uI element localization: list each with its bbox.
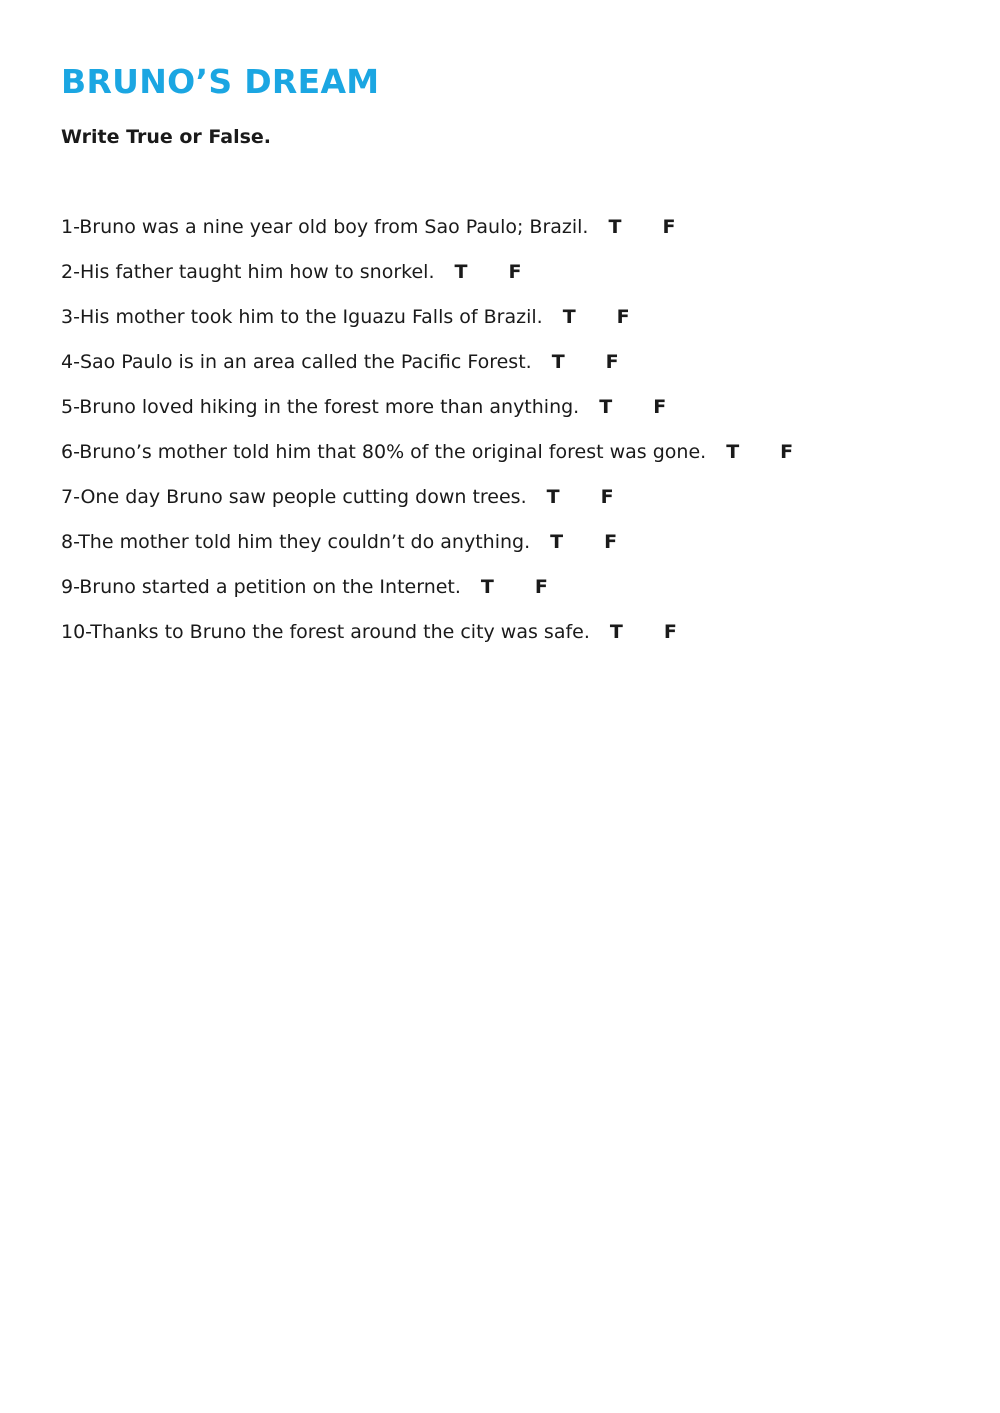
- question-item: [61, 483, 793, 528]
- question-item: [61, 618, 793, 663]
- true-option[interactable]: T: [562, 306, 576, 328]
- false-option[interactable]: F: [604, 531, 618, 553]
- question-item: [61, 348, 793, 393]
- question-item: [61, 528, 793, 573]
- question-text: 8-The mother told him they couldn’t do anything.: [61, 531, 531, 553]
- true-option[interactable]: T: [454, 261, 468, 283]
- true-option[interactable]: T: [609, 621, 623, 643]
- question-item: [61, 258, 793, 303]
- question-item: [61, 438, 793, 483]
- false-option[interactable]: F: [508, 261, 522, 283]
- question-item: [61, 213, 793, 258]
- question-item: [61, 393, 793, 438]
- question-text: 3-His mother took him to the Iguazu Falls of Brazil.: [61, 306, 543, 328]
- false-option[interactable]: F: [653, 396, 667, 418]
- false-option[interactable]: F: [534, 576, 548, 598]
- false-option[interactable]: F: [605, 351, 619, 373]
- page-title: BRUNO’S DREAM: [61, 62, 380, 101]
- question-text: 1-Bruno was a nine year old boy from Sao Paulo; Brazil.: [61, 216, 589, 238]
- false-option[interactable]: F: [662, 216, 676, 238]
- question-text: 5-Bruno loved hiking in the forest more than anything.: [61, 396, 580, 418]
- question-text: 9-Bruno started a petition on the Internet.: [61, 576, 461, 598]
- question-list: [61, 213, 793, 663]
- question-text: 10-Thanks to Bruno the forest around the city was safe.: [61, 621, 590, 643]
- true-option[interactable]: T: [551, 351, 565, 373]
- question-item: [61, 303, 793, 348]
- false-option[interactable]: F: [663, 621, 677, 643]
- true-option[interactable]: T: [480, 576, 494, 598]
- instruction-text: Write True or False.: [61, 126, 272, 148]
- question-item: [61, 573, 793, 618]
- true-option[interactable]: T: [726, 441, 740, 463]
- false-option[interactable]: F: [616, 306, 630, 328]
- false-option[interactable]: F: [600, 486, 614, 508]
- false-option[interactable]: F: [780, 441, 794, 463]
- question-text: 2-His father taught him how to snorkel.: [61, 261, 435, 283]
- question-text: 7-One day Bruno saw people cutting down trees.: [61, 486, 527, 508]
- true-option[interactable]: T: [546, 486, 560, 508]
- true-option[interactable]: T: [550, 531, 564, 553]
- true-option[interactable]: T: [599, 396, 613, 418]
- question-text: 6-Bruno’s mother told him that 80% of the original forest was gone.: [61, 441, 707, 463]
- true-option[interactable]: T: [608, 216, 622, 238]
- question-text: 4-Sao Paulo is in an area called the Pacific Forest.: [61, 351, 532, 373]
